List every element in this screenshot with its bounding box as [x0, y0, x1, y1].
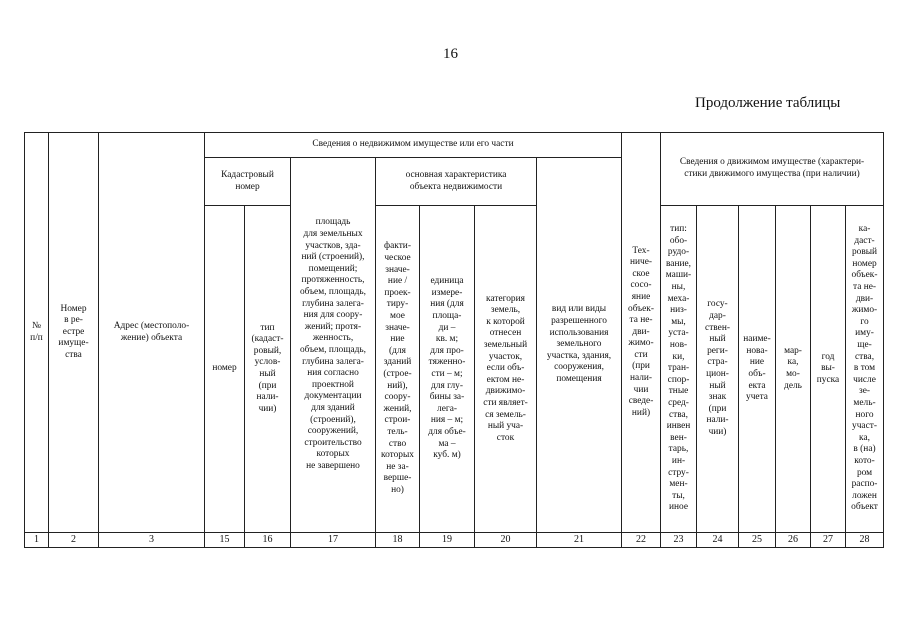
- column-number: 17: [291, 533, 376, 548]
- column-number: 26: [776, 533, 811, 548]
- column-number: 15: [205, 533, 245, 548]
- header-address: Адрес (местополо- жение) объекта: [99, 133, 205, 533]
- column-number: 22: [622, 533, 661, 548]
- header-movable-group: Сведения о движимом имуществе (характери- стики движимого имущества (при наличии): [661, 133, 884, 206]
- column-number: 18: [376, 533, 420, 548]
- header-cad-num-real: ка- даст- ровый номер объек- та не- дви- жимо- го иму- ще- ства, в том числе зе- мель- ного участ- ка, в (на) кото- ром распо- ложен объект: [846, 206, 884, 533]
- header-mov-type: тип: обо- рудо- вание, маши- ны, меха- низ- мы, уста- нов- ки, тран- спор- тные сред- ства, инвен вен- тарь, ин- стру- мен- ты, иное: [661, 206, 697, 533]
- header-cad-number: номер: [205, 206, 245, 533]
- header-cadastral-group: Кадастровый номер: [205, 158, 291, 206]
- column-number: 1: [25, 533, 49, 548]
- column-number: 27: [811, 533, 846, 548]
- column-number: 20: [475, 533, 537, 548]
- continuation-title: Продолжение таблицы: [695, 95, 841, 111]
- column-number: 3: [99, 533, 205, 548]
- column-number: 19: [420, 533, 475, 548]
- header-state-reg-sign: госу- дар- ствен- ный реги- стра- цион- ный знак (при нали- чии): [697, 206, 739, 533]
- column-number: 16: [245, 533, 291, 548]
- column-number: 25: [739, 533, 776, 548]
- column-number: 24: [697, 533, 739, 548]
- column-number: 23: [661, 533, 697, 548]
- column-number: 2: [49, 533, 99, 548]
- header-land-category: категория земель, к которой отнесен земельный участок, если объ- ектом не- движимо- сти являет- ся земель- ный уча- сток: [475, 206, 537, 533]
- register-table: [24, 132, 884, 548]
- header-unit: единица измере- ния (для площа- ди – кв. м; для про- тяженно- сти – м; для глу- бины за- лега- ния – м; для объе- ма – куб. м): [420, 206, 475, 533]
- header-realty-group: Сведения о недвижимом имуществе или его части: [205, 133, 622, 158]
- header-num: № п/п: [25, 133, 49, 533]
- header-year: год вы- пуска: [811, 206, 846, 533]
- header-main-char-group: основная характеристика объекта недвижимости: [376, 158, 537, 206]
- header-reg-num: Номер в ре- естре имуще- ства: [49, 133, 99, 533]
- header-actual-value: факти- ческое значе- ние / проек- тиру- мое значе- ние (для зданий (строе- ний), соору- жений, строи- тель- ство которых не за- верше- но): [376, 206, 420, 533]
- header-cad-type: тип (кадаст- ровый, услов- ный (при нали- чии): [245, 206, 291, 533]
- column-number: 28: [846, 533, 884, 548]
- header-permitted-use: вид или виды разрешенного использования земельного участка, здания, сооружения, помещения: [537, 158, 622, 533]
- header-name: наиме- нова- ние объ- екта учета: [739, 206, 776, 533]
- header-brand-model: мар- ка, мо- дель: [776, 206, 811, 533]
- column-number: 21: [537, 533, 622, 548]
- header-area: площадь для земельных участков, зда- ний (строений), помещений; протяженность, объем, площадь, глубина залега- ния для соору- жений; протя- женность, объем, площадь, глубина залега- ния согласно проектной документации для зданий (строений), сооружений, строительство которых не завершено: [291, 158, 376, 533]
- header-tech-state: Тех- ниче- ское сосо- яние объек- та не- дви- жимо- сти (при нали- чии сведе- ний): [622, 133, 661, 533]
- page-number: 16: [443, 46, 458, 62]
